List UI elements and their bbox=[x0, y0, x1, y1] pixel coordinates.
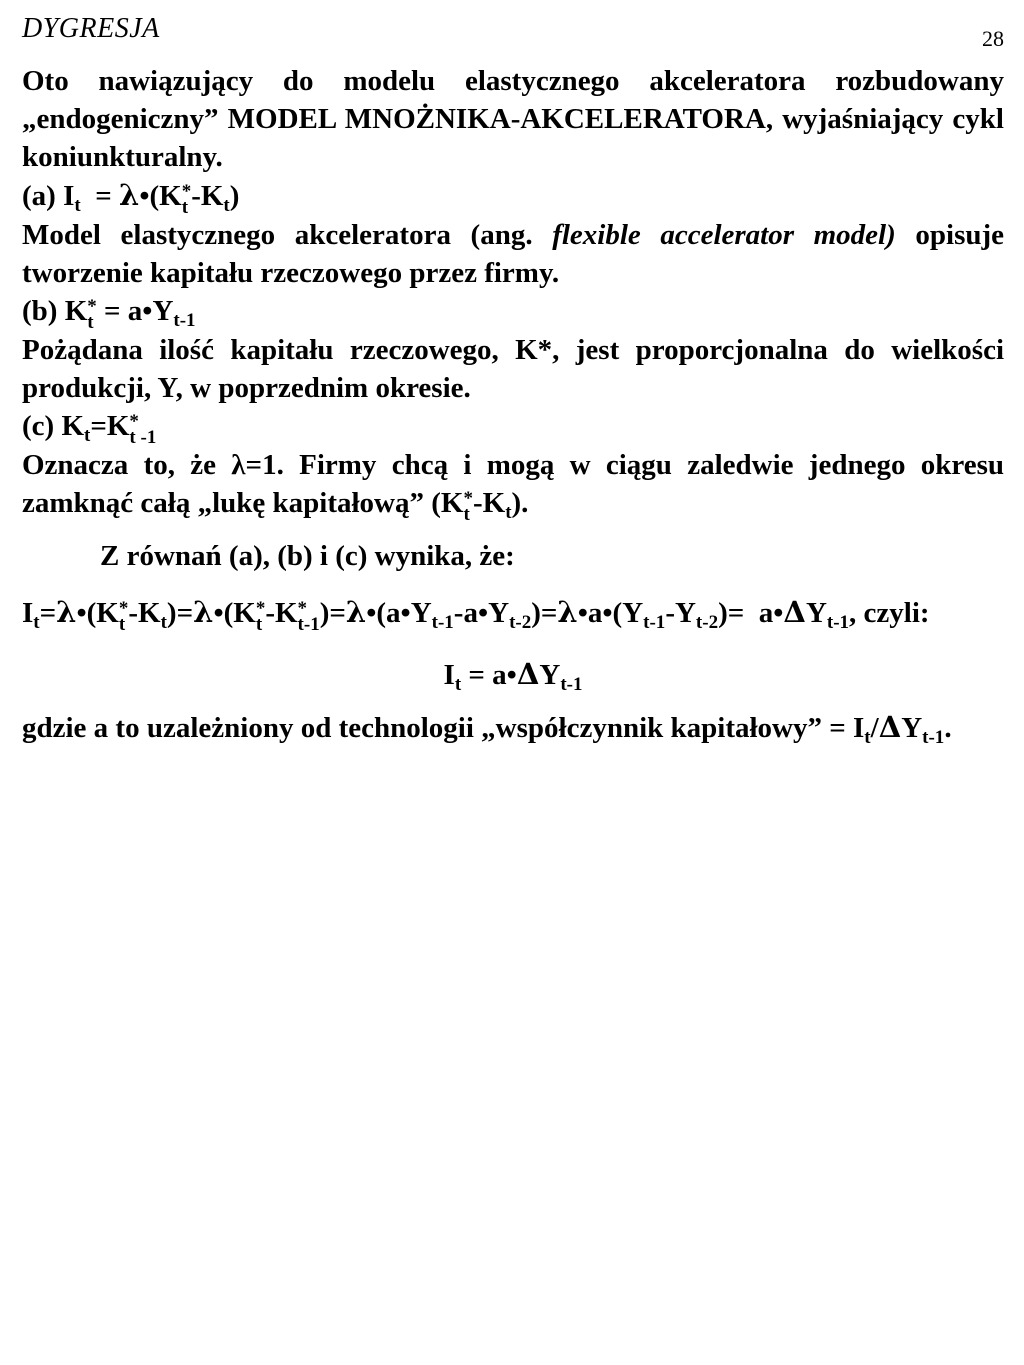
equation-a-label: (a) bbox=[22, 180, 56, 212]
derivation-suffix: czyli: bbox=[863, 597, 930, 629]
italic-term: flexible accelerator model) bbox=[552, 219, 896, 251]
final-equation: $I_t$ = $a•\Delta Y_{t-1}$ bbox=[443, 657, 583, 695]
derivation-equation: $I_t=\lambda•(K$ * t $-K_t)=\lambda•(K$ * t -K * t-1 )$=\lambda•(a•Y_{t-1}-a•Y_{t-2})=\lambda•a•(Y_{t-1}-Y_{t-2})=$ $a•\Delta Y_{t-1}$, czyli: bbox=[22, 595, 930, 635]
equation-b: (b) K * t = $a•Y_{t-1}$ bbox=[22, 295, 196, 333]
derivation-intro: Z równań (a), (b) i (c) wynika, że: bbox=[100, 540, 515, 572]
document-page bbox=[22, 0, 1004, 1365]
document-body bbox=[22, 62, 1004, 747]
equation-c: (c) $K_t=K$ * t -1 bbox=[22, 410, 157, 448]
page-header bbox=[22, 13, 1004, 51]
page-number: 28 bbox=[982, 26, 1004, 51]
equation-b-label: (b) bbox=[22, 295, 58, 327]
equation-b-description: Pożądana ilość kapitału rzeczowego, K*, jest proporcjonalna do wielkości produkcji, Y, w poprzednim okresie. bbox=[22, 334, 1004, 404]
intro-paragraph: Oto nawiązujący do modelu elastycznego akceleratora rozbudowany „endogeniczny” MODEL MNOŻNIKA-AKCELERATORA, wyjaśniający cykl koniunkturalny. bbox=[22, 65, 1004, 173]
equation-c-description: Oznacza to, że λ=1. Firmy chcą i mogą w ciągu zaledwie jednego okresu zamknąć całą „lukę kapitałową” (K * t $-K_t$). bbox=[22, 449, 1004, 525]
equation-a: (a) $I_t$ = λ•(K * t $-K_t$) bbox=[22, 178, 240, 218]
equation-a-description: Model elastycznego akceleratora (ang. flexible accelerator model) opisuje tworzenie kapitału rzeczowego przez firmy. bbox=[22, 219, 1005, 289]
section-title: DYGRESJA bbox=[22, 13, 160, 44]
conclusion-paragraph: gdzie a to uzależniony od technologii „współczynnik kapitałowy” = $I_t/\Delta Y_{t-1}$. bbox=[22, 710, 952, 748]
equation-c-label: (c) bbox=[22, 410, 55, 442]
